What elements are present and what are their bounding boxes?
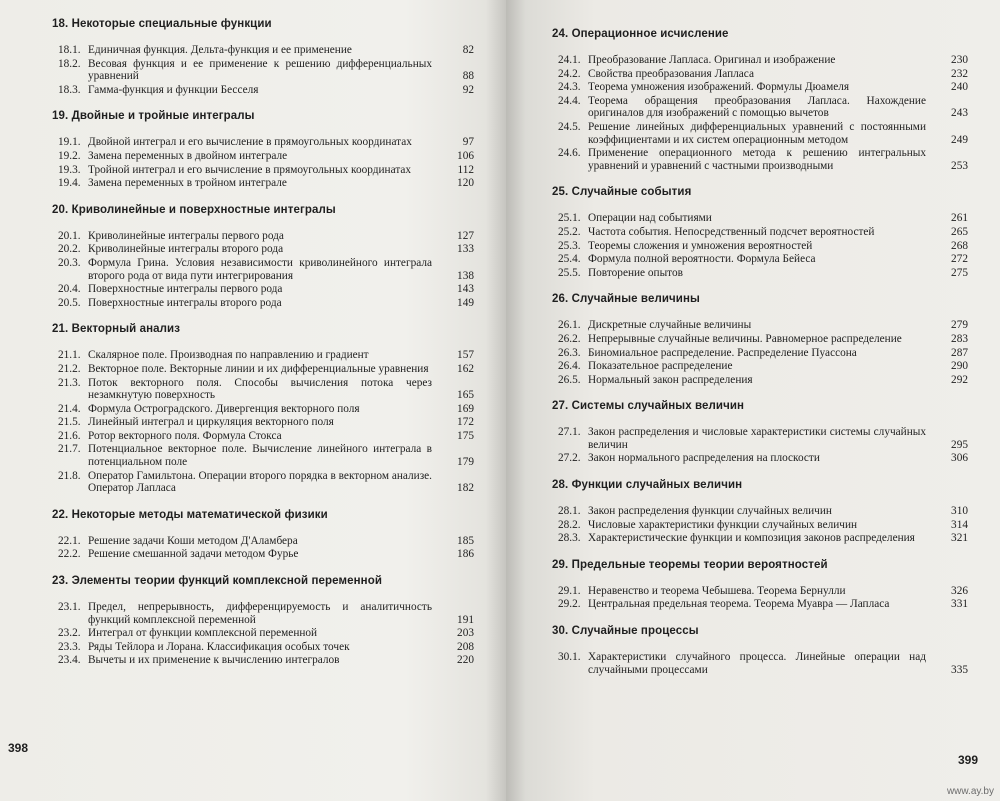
section-title: Интеграл от функции комплексной переменной bbox=[88, 627, 318, 640]
section-title: Вычеты и их применение к вычислению интегралов bbox=[88, 654, 340, 667]
section-number: 24.4. bbox=[558, 94, 581, 107]
section-number: 22.1. bbox=[58, 534, 81, 547]
chapter bbox=[548, 293, 970, 386]
section-number: 20.1. bbox=[58, 229, 81, 242]
chapter-title: 30. Случайные процессы bbox=[552, 625, 699, 638]
section-number: 19.1. bbox=[58, 136, 81, 149]
chapter bbox=[548, 400, 970, 465]
section-title: Криволинейные интегралы второго рода bbox=[88, 243, 284, 256]
toc-entry bbox=[48, 430, 476, 443]
chapter bbox=[548, 479, 970, 545]
toc-entry bbox=[548, 121, 970, 146]
section-number: 25.2. bbox=[558, 225, 581, 238]
page-ref: 275 bbox=[951, 266, 968, 279]
section-title: Ротор векторного поля. Формула Стокса bbox=[88, 429, 282, 442]
toc-entry bbox=[48, 177, 476, 190]
page-ref: 138 bbox=[457, 269, 474, 282]
section-number: 23.2. bbox=[58, 627, 81, 640]
section-title: Ряды Тейлора и Лорана. Классификация особых точек bbox=[88, 640, 350, 653]
toc-entry bbox=[548, 212, 970, 225]
chapter bbox=[48, 204, 476, 310]
toc-entry bbox=[548, 585, 970, 598]
section-number: 22.2. bbox=[58, 548, 81, 561]
page-ref: 326 bbox=[951, 584, 968, 597]
toc-entry bbox=[48, 297, 476, 310]
toc-entry bbox=[48, 470, 476, 495]
section-title: Характеристики случайного процесса. Линейные операции над случайными процессами bbox=[588, 651, 926, 676]
toc-entry bbox=[548, 532, 970, 545]
toc-entry bbox=[48, 230, 476, 243]
section-title: Теорема обращения преобразования Лапласа. Нахождение оригиналов для изображений с помощью вычетов bbox=[588, 94, 926, 120]
page-ref: 143 bbox=[457, 283, 474, 296]
section-title: Предел, непрерывность, дифференцируемость и аналитичность функций комплексной переменной bbox=[88, 601, 432, 626]
section-number: 25.5. bbox=[558, 266, 581, 279]
page-ref: 243 bbox=[951, 107, 968, 120]
section-title: Закон распределения и числовые характеристики системы случайных величин bbox=[588, 426, 926, 451]
toc-entry bbox=[548, 54, 970, 67]
toc-entry bbox=[48, 443, 476, 468]
toc-entry bbox=[548, 426, 970, 451]
chapter-title: 24. Операционное исчисление bbox=[552, 28, 729, 40]
section-title: Векторное поле. Векторные линии и их дифференциальные уравнения bbox=[88, 362, 429, 375]
page-ref: 220 bbox=[457, 654, 474, 667]
section-number: 21.4. bbox=[58, 402, 81, 415]
toc-entry bbox=[48, 164, 476, 177]
section-number: 25.1. bbox=[558, 212, 581, 225]
page-ref: 240 bbox=[951, 81, 968, 94]
chapter bbox=[48, 509, 476, 561]
section-title: Формула Грина. Условия независимости криволинейного интеграла второго рода от вида пути интегрирования bbox=[88, 256, 432, 282]
page-ref: 97 bbox=[462, 136, 474, 149]
page-ref: 208 bbox=[457, 640, 474, 653]
chapter-title: 22. Некоторые методы математической физики bbox=[52, 508, 328, 521]
toc-entry bbox=[48, 641, 476, 654]
section-title: Гамма-функция и функции Бесселя bbox=[88, 83, 259, 96]
toc-entry bbox=[48, 58, 476, 83]
section-number: 23.1. bbox=[58, 601, 81, 614]
page-ref: 283 bbox=[951, 332, 968, 345]
toc-entry bbox=[548, 598, 970, 611]
section-number: 26.5. bbox=[558, 373, 581, 386]
page-ref: 249 bbox=[951, 133, 968, 146]
chapter-title: 26. Случайные величины bbox=[552, 293, 700, 306]
page-ref: 186 bbox=[457, 548, 474, 561]
section-number: 23.3. bbox=[58, 640, 81, 653]
chapter-title: 28. Функции случайных величин bbox=[552, 479, 743, 492]
chapter bbox=[548, 186, 970, 279]
page-ref: 295 bbox=[951, 438, 968, 451]
section-title: Операции над событиями bbox=[588, 212, 712, 225]
left-contents bbox=[48, 18, 476, 667]
page-ref: 331 bbox=[951, 598, 968, 611]
toc-entry bbox=[48, 150, 476, 163]
page-number: 398 bbox=[8, 741, 29, 755]
chapter bbox=[548, 28, 970, 172]
chapter bbox=[48, 110, 476, 189]
section-number: 28.1. bbox=[558, 505, 581, 518]
page-ref: 172 bbox=[457, 416, 474, 429]
section-number: 20.3. bbox=[58, 256, 81, 269]
page-ref: 133 bbox=[457, 243, 474, 256]
section-number: 26.1. bbox=[558, 319, 581, 332]
toc-entry bbox=[548, 374, 970, 387]
section-number: 21.2. bbox=[58, 362, 81, 375]
section-title: Поверхностные интегралы первого рода bbox=[88, 283, 283, 296]
toc-entry bbox=[48, 363, 476, 376]
section-title: Биномиальное распределение. Распределение Пуассона bbox=[588, 346, 857, 359]
page-ref: 232 bbox=[951, 67, 968, 80]
toc-entry bbox=[548, 452, 970, 465]
section-number: 29.2. bbox=[558, 598, 581, 611]
page-ref: 265 bbox=[951, 225, 968, 238]
section-number: 24.6. bbox=[558, 147, 581, 160]
page-ref: 88 bbox=[462, 70, 474, 83]
section-number: 26.3. bbox=[558, 346, 581, 359]
section-number: 20.5. bbox=[58, 296, 81, 309]
section-title: Линейный интеграл и циркуляция векторного поля bbox=[88, 416, 334, 429]
section-title: Дискретные случайные величины bbox=[588, 319, 752, 332]
page-ref: 306 bbox=[951, 452, 968, 465]
toc-entry bbox=[548, 81, 970, 94]
section-title: Нормальный закон распределения bbox=[588, 373, 753, 386]
section-number: 21.6. bbox=[58, 429, 81, 442]
page-ref: 120 bbox=[457, 177, 474, 190]
toc-entry bbox=[48, 535, 476, 548]
section-title: Двойной интеграл и его вычисление в прямоугольных координатах bbox=[88, 136, 412, 149]
section-title: Применение операционного метода к решению интегральных уравнений и уравнений с частными производными bbox=[588, 147, 926, 172]
toc-entry bbox=[48, 283, 476, 296]
page-ref: 92 bbox=[462, 83, 474, 96]
section-number: 21.1. bbox=[58, 349, 81, 362]
page-ref: 314 bbox=[951, 518, 968, 531]
toc-entry bbox=[48, 416, 476, 429]
right-contents bbox=[548, 28, 970, 676]
toc-entry bbox=[548, 319, 970, 332]
toc-entry bbox=[548, 147, 970, 172]
toc-entry bbox=[48, 84, 476, 97]
section-number: 20.2. bbox=[58, 243, 81, 256]
page-ref: 157 bbox=[457, 349, 474, 362]
chapter-title: 20. Криволинейные и поверхностные интегралы bbox=[52, 203, 336, 216]
section-number: 21.5. bbox=[58, 416, 81, 429]
toc-entry bbox=[48, 136, 476, 149]
toc-entry bbox=[548, 226, 970, 239]
page-ref: 261 bbox=[951, 212, 968, 225]
toc-entry bbox=[48, 257, 476, 282]
toc-entry bbox=[48, 601, 476, 626]
page-ref: 310 bbox=[951, 505, 968, 518]
section-title: Показательное распределение bbox=[588, 360, 733, 373]
section-number: 24.1. bbox=[558, 54, 581, 66]
page-ref: 268 bbox=[951, 239, 968, 252]
page-ref: 127 bbox=[457, 229, 474, 242]
section-title: Замена переменных в тройном интеграле bbox=[88, 177, 287, 190]
section-title: Характеристические функции и композиция законов распределения bbox=[588, 532, 915, 545]
section-number: 27.2. bbox=[558, 452, 581, 465]
section-title: Решение линейных дифференциальных уравнений с постоянными коэффициентами и их систем операционным методом bbox=[588, 120, 926, 146]
section-title: Решение задачи Коши методом Д'Аламбера bbox=[88, 534, 298, 547]
section-title: Непрерывные случайные величины. Равномерное распределение bbox=[588, 332, 902, 345]
page-ref: 290 bbox=[951, 360, 968, 373]
section-title: Закон распределения функции случайных величин bbox=[588, 505, 832, 518]
toc-entry bbox=[48, 44, 476, 57]
page-ref: 191 bbox=[457, 613, 474, 626]
toc-entry bbox=[548, 267, 970, 280]
section-number: 23.4. bbox=[58, 654, 81, 667]
toc-entry bbox=[548, 347, 970, 360]
toc-entry bbox=[48, 377, 476, 402]
section-title: Преобразование Лапласа. Оригинал и изображение bbox=[588, 54, 836, 66]
page-ref: 335 bbox=[951, 663, 968, 676]
section-number: 27.1. bbox=[558, 426, 581, 439]
section-title: Поверхностные интегралы второго рода bbox=[88, 296, 282, 309]
page-ref: 203 bbox=[457, 627, 474, 640]
section-number: 26.2. bbox=[558, 332, 581, 345]
page-ref: 272 bbox=[951, 253, 968, 266]
section-number: 24.3. bbox=[558, 81, 581, 94]
section-title: Потенциальное векторное поле. Вычисление линейного интеграла в потенциальном поле bbox=[88, 443, 432, 469]
page-ref: 162 bbox=[457, 362, 474, 375]
page-ref: 185 bbox=[457, 534, 474, 547]
section-title: Криволинейные интегралы первого рода bbox=[88, 229, 284, 242]
chapter-title: 29. Предельные теоремы теории вероятностей bbox=[552, 558, 828, 571]
toc-entry bbox=[548, 68, 970, 81]
page-ref: 321 bbox=[951, 532, 968, 545]
section-number: 25.4. bbox=[558, 253, 581, 266]
page-ref: 112 bbox=[457, 163, 474, 176]
section-number: 18.1. bbox=[58, 44, 81, 56]
section-title: Формула Остроградского. Дивергенция векторного поля bbox=[88, 402, 360, 415]
toc-entry bbox=[48, 654, 476, 667]
section-number: 24.5. bbox=[558, 120, 581, 133]
toc-entry bbox=[48, 627, 476, 640]
page-ref: 279 bbox=[951, 319, 968, 332]
chapter-title: 18. Некоторые специальные функции bbox=[52, 18, 272, 30]
page-ref: 106 bbox=[457, 149, 474, 162]
page-number: 399 bbox=[957, 753, 978, 767]
toc-entry bbox=[48, 243, 476, 256]
toc-entry bbox=[548, 95, 970, 120]
toc-entry bbox=[548, 651, 970, 676]
page-ref: 169 bbox=[457, 402, 474, 415]
section-title: Решение смешанной задачи методом Фурье bbox=[88, 548, 299, 561]
section-title: Скалярное поле. Производная по направлению и градиент bbox=[88, 349, 369, 362]
chapter bbox=[48, 575, 476, 667]
page-ref: 149 bbox=[457, 296, 474, 309]
toc-entry bbox=[548, 333, 970, 346]
page-ref: 179 bbox=[457, 456, 474, 469]
chapter-title: 19. Двойные и тройные интегралы bbox=[52, 110, 255, 123]
page-ref: 292 bbox=[951, 373, 968, 386]
chapter-title: 25. Случайные события bbox=[552, 186, 692, 199]
chapter-title: 27. Системы случайных величин bbox=[552, 400, 745, 413]
section-title: Единичная функция. Дельта-функция и ее применение bbox=[88, 44, 352, 56]
section-title: Повторение опытов bbox=[588, 266, 683, 279]
section-number: 19.3. bbox=[58, 163, 81, 176]
section-number: 21.7. bbox=[58, 443, 81, 456]
toc-entry bbox=[48, 548, 476, 561]
toc-entry bbox=[548, 360, 970, 373]
page-ref: 82 bbox=[462, 44, 474, 56]
section-title: Замена переменных в двойном интеграле bbox=[88, 149, 288, 162]
toc-entry bbox=[48, 349, 476, 362]
section-number: 28.2. bbox=[558, 518, 581, 531]
page-ref: 165 bbox=[457, 389, 474, 402]
section-title: Поток векторного поля. Способы вычисления потока через незамкнутую поверхность bbox=[88, 376, 432, 402]
chapter-title: 21. Векторный анализ bbox=[52, 323, 181, 336]
section-title: Числовые характеристики функции случайных величин bbox=[588, 518, 858, 531]
chapter-title: 23. Элементы теории функций комплексной переменной bbox=[52, 575, 383, 588]
section-title: Закон нормального распределения на плоскости bbox=[588, 452, 820, 465]
toc-entry bbox=[48, 403, 476, 416]
page-ref: 287 bbox=[951, 346, 968, 359]
section-title: Теорема умножения изображений. Формулы Дюамеля bbox=[588, 81, 850, 94]
section-number: 18.3. bbox=[58, 83, 81, 96]
section-number: 29.1. bbox=[558, 584, 581, 597]
section-number: 18.2. bbox=[58, 57, 81, 70]
page-ref: 182 bbox=[457, 482, 474, 495]
section-number: 24.2. bbox=[558, 67, 581, 80]
section-number: 21.8. bbox=[58, 469, 81, 482]
toc-entry bbox=[548, 253, 970, 266]
toc-entry bbox=[548, 505, 970, 518]
chapter bbox=[548, 625, 970, 676]
chapter bbox=[548, 559, 970, 611]
section-title: Формула полной вероятности. Формула Бейеса bbox=[588, 253, 816, 266]
chapter bbox=[48, 18, 476, 96]
section-number: 19.2. bbox=[58, 149, 81, 162]
section-number: 26.4. bbox=[558, 360, 581, 373]
section-number: 25.3. bbox=[558, 239, 581, 252]
chapter bbox=[48, 323, 476, 495]
toc-entry bbox=[548, 519, 970, 532]
page-ref: 253 bbox=[951, 159, 968, 172]
section-title: Теоремы сложения и умножения вероятностей bbox=[588, 239, 813, 252]
section-title: Частота события. Непосредственный подсчет вероятностей bbox=[588, 225, 875, 238]
section-title: Центральная предельная теорема. Теорема Муавра — Лапласа bbox=[588, 598, 890, 611]
section-number: 21.3. bbox=[58, 376, 81, 389]
page-ref: 175 bbox=[457, 429, 474, 442]
right-page bbox=[506, 0, 1000, 801]
section-title: Свойства преобразования Лапласа bbox=[588, 67, 754, 80]
toc-entry bbox=[548, 240, 970, 253]
section-number: 20.4. bbox=[58, 283, 81, 296]
section-number: 19.4. bbox=[58, 177, 81, 190]
section-title: Неравенство и теорема Чебышева. Теорема Бернулли bbox=[588, 584, 846, 597]
page-ref: 230 bbox=[951, 54, 968, 66]
section-title: Оператор Гамильтона. Операции второго порядка в векторном анализе. Оператор Лапласа bbox=[88, 469, 432, 495]
section-title: Весовая функция и ее применение к решению дифференциальных уравнений bbox=[88, 57, 432, 83]
section-number: 28.3. bbox=[558, 532, 581, 545]
section-title: Тройной интеграл и его вычисление в прямоугольных координатах bbox=[88, 163, 412, 176]
section-number: 30.1. bbox=[558, 651, 581, 664]
watermark: www.ay.by bbox=[946, 786, 994, 797]
